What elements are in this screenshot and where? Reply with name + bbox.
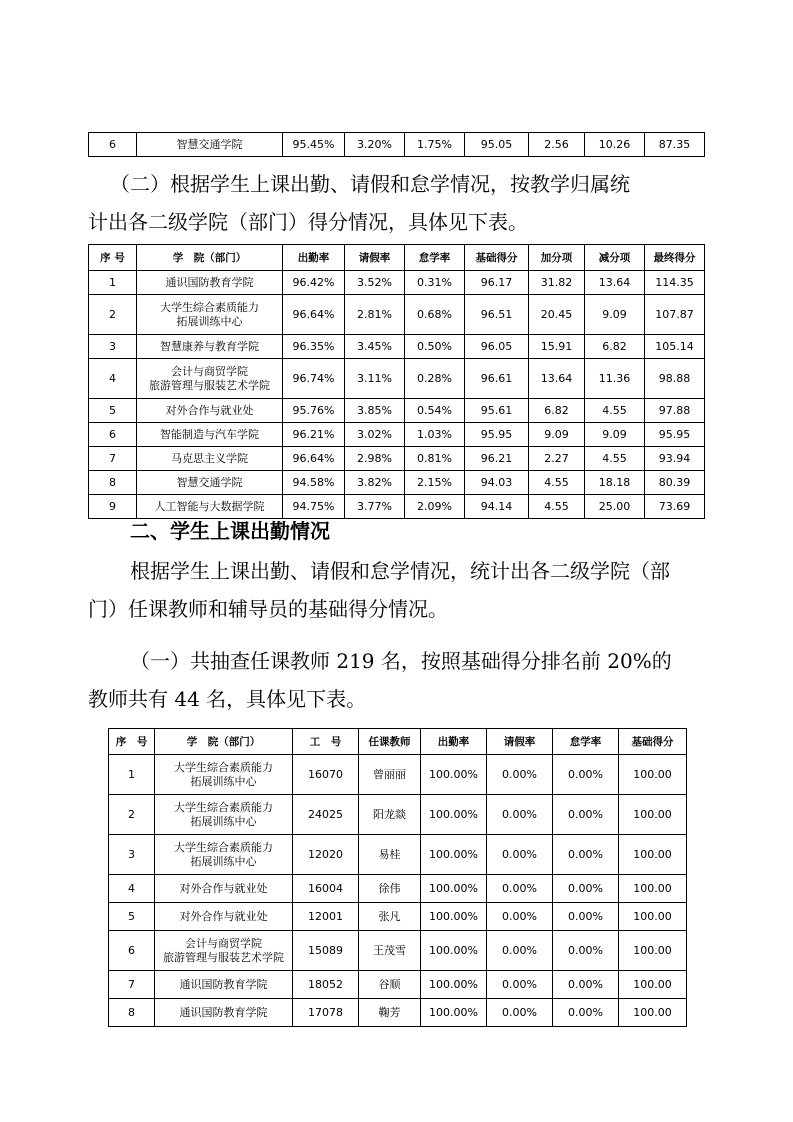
table-row [109,875,687,903]
table-cell: 25.00 [585,495,645,519]
table-cell: 96.74% [283,359,345,399]
table-cell: 9 [89,495,137,519]
column-header: 出勤率 [283,245,345,271]
table-cell: 114.35 [645,271,705,295]
column-header: 学 院（部门） [137,245,283,271]
column-header: 基础得分 [465,245,529,271]
table-cell: 0.00% [553,999,619,1027]
table-cell: 15089 [293,931,359,971]
table-row [109,903,687,931]
college-name-cell: 智能制造与汽车学院 [137,423,283,447]
table-cell: 16004 [293,875,359,903]
table-cell: 96.64% [283,447,345,471]
table-cell: 3.85% [345,399,405,423]
table-row [109,835,687,875]
table-cell: 王茂雪 [359,931,421,971]
table-cell: 0.00% [553,795,619,835]
column-header: 最终得分 [645,245,705,271]
paragraph-teacher-stats [88,552,670,628]
table-cell: 100.00% [421,875,487,903]
table-cell: 1 [89,271,137,295]
table-cell: 107.87 [645,295,705,335]
table-cell: 张凡 [359,903,421,931]
table-row [89,133,705,157]
table-cell: 12001 [293,903,359,931]
table-cell: 徐伟 [359,875,421,903]
table-cell: 100.00% [421,795,487,835]
table-cell: 5 [109,903,155,931]
college-name-cell: 大学生综合素质能力 拓展训练中心 [155,755,293,795]
table-cell: 0.68% [405,295,465,335]
table-cell: 96.64% [283,295,345,335]
table-cell: 4 [89,359,137,399]
table-cell: 8 [109,999,155,1027]
table-cell: 94.75% [283,495,345,519]
paragraph-leave-stats [88,165,630,241]
table-cell: 96.51 [465,295,529,335]
table-cell: 100.00 [619,875,687,903]
paragraph-line: 计出各二级学院（部门）得分情况，具体见下表。 [88,210,528,234]
continuation-table [88,132,705,157]
table-cell: 0.00% [553,931,619,971]
paragraph-line: （一）共抽查任课教师 219 名，按照基础得分排名前 20%的 [130,649,672,673]
section-title [130,512,330,550]
column-header: 序 号 [89,245,137,271]
table-row [109,795,687,835]
table-cell: 2.56 [529,133,585,157]
column-header: 加分项 [529,245,585,271]
table-row [109,755,687,795]
table-cell: 0.31% [405,271,465,295]
column-header: 基础得分 [619,729,687,755]
table-cell: 105.14 [645,335,705,359]
table-cell: 80.39 [645,471,705,495]
table-cell: 7 [89,447,137,471]
college-name-cell: 马克思主义学院 [137,447,283,471]
column-header: 序 号 [109,729,155,755]
table-cell: 2.81% [345,295,405,335]
table-cell: 曾丽丽 [359,755,421,795]
table-cell: 0.28% [405,359,465,399]
table-cell: 9.09 [529,423,585,447]
table-cell: 3.20% [345,133,405,157]
table-cell: 100.00% [421,999,487,1027]
table-cell: 9.09 [585,295,645,335]
table-cell: 易桂 [359,835,421,875]
table-cell: 0.00% [553,835,619,875]
table-row [89,471,705,495]
column-header: 任课教师 [359,729,421,755]
table-cell: 17078 [293,999,359,1027]
table-cell: 96.35% [283,335,345,359]
section-title-text: 二、学生上课出勤情况 [130,519,330,543]
table-cell: 93.94 [645,447,705,471]
table-cell: 4 [109,875,155,903]
table-cell: 2.09% [405,495,465,519]
table-cell: 18.18 [585,471,645,495]
table-cell: 0.00% [487,903,553,931]
table-cell: 2.15% [405,471,465,495]
table-cell: 100.00 [619,755,687,795]
college-name-cell: 会计与商贸学院 旅游管理与服装艺术学院 [155,931,293,971]
college-name-cell: 智慧交通学院 [137,471,283,495]
table-row [89,335,705,359]
table-cell: 95.95 [645,423,705,447]
table-cell: 96.21 [465,447,529,471]
table-header-row [89,245,705,271]
table-cell: 鞠芳 [359,999,421,1027]
table-cell: 7 [109,971,155,999]
table-cell: 4.55 [529,471,585,495]
college-name-cell: 大学生综合素质能力 拓展训练中心 [155,795,293,835]
table-cell: 13.64 [585,271,645,295]
paragraph-line: 门）任课教师和辅导员的基础得分情况。 [88,597,448,621]
table-cell: 3.52% [345,271,405,295]
column-header: 怠学率 [405,245,465,271]
table-row [109,999,687,1027]
table-cell: 12020 [293,835,359,875]
table-cell: 8 [89,471,137,495]
table-cell: 18052 [293,971,359,999]
column-header: 学 院（部门） [155,729,293,755]
college-name-cell: 对外合作与就业处 [155,875,293,903]
table-cell: 0.00% [553,971,619,999]
table-cell: 100.00 [619,931,687,971]
table-cell: 96.05 [465,335,529,359]
table-cell: 95.61 [465,399,529,423]
table-cell: 100.00 [619,999,687,1027]
table-cell: 4.55 [585,399,645,423]
table-cell: 0.00% [487,795,553,835]
table-cell: 100.00% [421,903,487,931]
table-cell: 2.27 [529,447,585,471]
college-name-cell: 智慧康养与教育学院 [137,335,283,359]
table-cell: 2.98% [345,447,405,471]
table-cell: 1 [109,755,155,795]
table-cell: 97.88 [645,399,705,423]
table-cell: 4.55 [529,495,585,519]
table-cell: 95.05 [465,133,529,157]
table-cell: 2 [109,795,155,835]
college-name-cell: 大学生综合素质能力 拓展训练中心 [137,295,283,335]
table-row [89,447,705,471]
college-name-cell: 人工智能与大数据学院 [137,495,283,519]
college-name-cell: 对外合作与就业处 [155,903,293,931]
table-cell: 0.81% [405,447,465,471]
table-cell: 0.00% [553,755,619,795]
table-cell: 0.00% [487,999,553,1027]
college-name-cell: 大学生综合素质能力 拓展训练中心 [155,835,293,875]
table-cell: 15.91 [529,335,585,359]
table-row [89,295,705,335]
table-cell: 95.76% [283,399,345,423]
paragraph-line: 教师共有 44 名，具体见下表。 [88,687,367,711]
table-cell: 0.00% [487,931,553,971]
column-header: 怠学率 [553,729,619,755]
table-cell: 1.75% [405,133,465,157]
college-name-cell: 通识国防教育学院 [155,971,293,999]
table-cell: 3.11% [345,359,405,399]
table-cell: 100.00% [421,971,487,999]
paragraph-sample-stats [88,642,672,718]
table-cell: 3.02% [345,423,405,447]
table-row [89,359,705,399]
table-cell: 0.54% [405,399,465,423]
table-cell: 24025 [293,795,359,835]
table-cell: 0.00% [553,875,619,903]
table-cell: 31.82 [529,271,585,295]
table-row [89,423,705,447]
table-cell: 11.36 [585,359,645,399]
column-header: 出勤率 [421,729,487,755]
paragraph-line: （二）根据学生上课出勤、请假和怠学情况，按教学归属统 [110,172,630,196]
college-name-cell: 通识国防教育学院 [155,999,293,1027]
table-cell: 5 [89,399,137,423]
table-cell: 100.00% [421,755,487,795]
table-cell: 9.09 [585,423,645,447]
table-cell: 10.26 [585,133,645,157]
table-cell: 100.00 [619,903,687,931]
teacher-score-table [108,728,687,1027]
table-cell: 100.00% [421,931,487,971]
table-cell: 95.45% [283,133,345,157]
table-cell: 94.58% [283,471,345,495]
table-cell: 96.61 [465,359,529,399]
table-cell: 95.95 [465,423,529,447]
paragraph-line: 根据学生上课出勤、请假和怠学情况，统计出各二级学院（部 [130,559,670,583]
table-cell: 96.17 [465,271,529,295]
table-cell: 3.77% [345,495,405,519]
table-cell: 6.82 [585,335,645,359]
table-cell: 16070 [293,755,359,795]
table-row [89,271,705,295]
college-name-cell: 会计与商贸学院 旅游管理与服装艺术学院 [137,359,283,399]
table-header-row [109,729,687,755]
column-header: 工 号 [293,729,359,755]
table-cell: 20.45 [529,295,585,335]
table-cell: 3.82% [345,471,405,495]
table-cell: 87.35 [645,133,705,157]
table-cell: 73.69 [645,495,705,519]
table-cell: 6 [109,931,155,971]
table-cell: 3.45% [345,335,405,359]
table-cell: 阳龙燚 [359,795,421,835]
table-cell: 0.00% [487,835,553,875]
table-cell: 100.00 [619,835,687,875]
table-cell: 100.00% [421,835,487,875]
table-cell: 6 [89,133,137,157]
table-cell: 100.00 [619,971,687,999]
college-name-cell: 通识国防教育学院 [137,271,283,295]
table-row [109,971,687,999]
table-cell: 3 [109,835,155,875]
table-cell: 6 [89,423,137,447]
table-cell: 98.88 [645,359,705,399]
table-row [109,931,687,971]
college-name-cell: 对外合作与就业处 [137,399,283,423]
table-cell: 13.64 [529,359,585,399]
column-header: 请假率 [487,729,553,755]
table-cell: 2 [89,295,137,335]
table-cell: 0.00% [487,755,553,795]
table-row [89,399,705,423]
table-cell: 0.50% [405,335,465,359]
table-cell: 94.14 [465,495,529,519]
column-header: 请假率 [345,245,405,271]
table-cell: 0.00% [553,903,619,931]
column-header: 减分项 [585,245,645,271]
table-cell: 6.82 [529,399,585,423]
table-cell: 0.00% [487,971,553,999]
table-cell: 3 [89,335,137,359]
table-cell: 1.03% [405,423,465,447]
college-score-table [88,244,705,519]
table-cell: 100.00 [619,795,687,835]
table-cell: 谷顺 [359,971,421,999]
table-cell: 96.21% [283,423,345,447]
table-cell: 4.55 [585,447,645,471]
table-cell: 94.03 [465,471,529,495]
table-cell: 96.42% [283,271,345,295]
table-cell: 0.00% [487,875,553,903]
college-name-cell: 智慧交通学院 [137,133,283,157]
